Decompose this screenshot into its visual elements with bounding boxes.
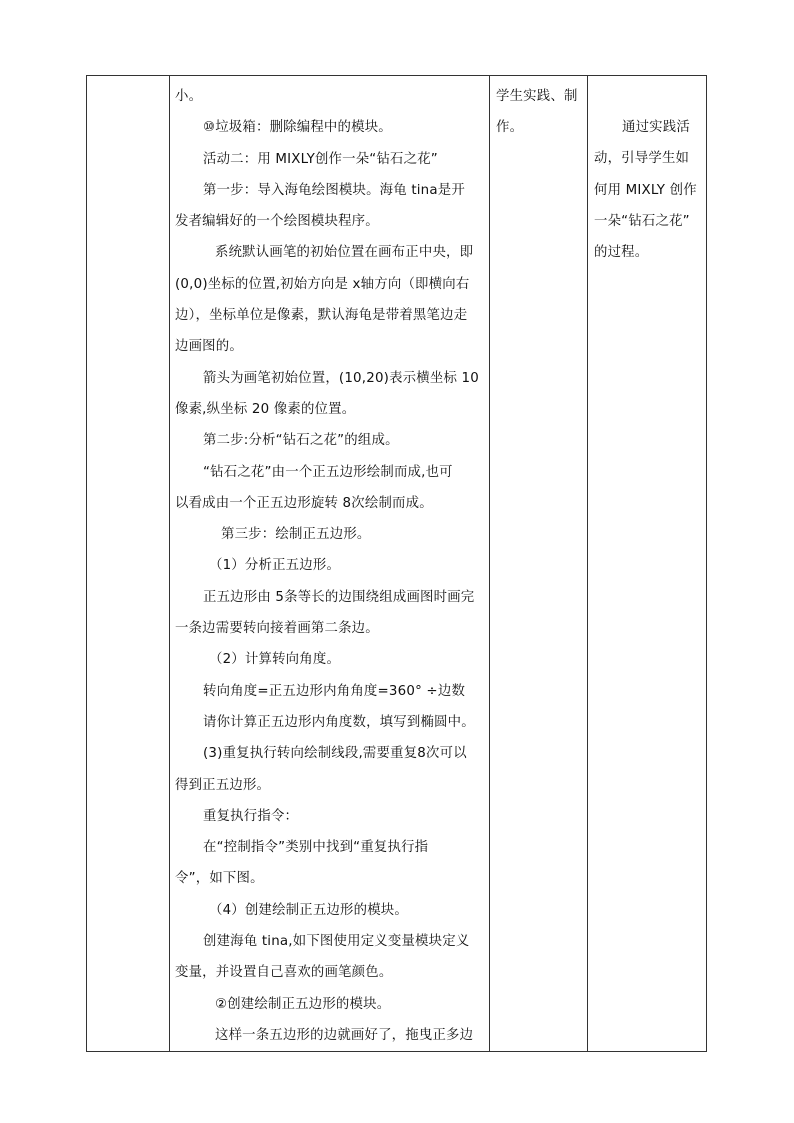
- content-line: (0,0)坐标的位置,初始方向是 x轴方向（即横向右: [175, 276, 470, 292]
- intent-line: 的过程。: [594, 245, 649, 261]
- content-line: 边），坐标单位是像素，默认海龟是带着黑笔边走: [175, 308, 468, 324]
- content-line: 得到正五边形。: [175, 777, 271, 793]
- intent-line: 动，引导学生如: [594, 151, 690, 167]
- design-intent-cell: [588, 76, 707, 1052]
- content-line: 第三步：绘制正五边形。: [221, 527, 371, 543]
- content-line: 正五边形由 5条等长的边围绕组成画图时画完: [203, 589, 475, 605]
- content-line: 边画图的。: [175, 339, 243, 355]
- content-line: 系统默认画笔的初始位置在画布正中央，即: [215, 245, 474, 261]
- content-line: （1）分析正五边形。: [209, 558, 341, 574]
- content-line: 第二步:分析“钻石之花”的组成。: [203, 433, 399, 449]
- content-line: 第一步：导入海龟绘图模块。海龟 tina是开: [203, 182, 465, 198]
- content-line: “钻石之花”由一个正五边形绘制而成,也可: [203, 464, 453, 480]
- student-activity-cell: [490, 76, 588, 1052]
- content-line: 令”，如下图。: [175, 871, 264, 887]
- content-line: 发者编辑好的一个绘图模块程序。: [175, 214, 379, 230]
- content-line: 在“控制指令”类别中找到“重复执行指: [203, 840, 429, 856]
- table-row: [87, 76, 707, 1052]
- content-line: 这样一条五边形的边就画好了，拖曳正多边: [215, 1027, 474, 1043]
- content-line: 创建海龟 tina,如下图使用定义变量模块定义: [203, 934, 470, 950]
- intent-line: 何用 MIXLY 创作: [594, 182, 697, 198]
- content-line: 变量，并设置自己喜欢的画笔颜色。: [175, 965, 393, 981]
- content-line: 请你计算正五边形内角度数，填写到椭圆中。: [203, 714, 475, 730]
- content-line: 以看成由一个正五边形旋转 8次绘制而成。: [175, 495, 433, 511]
- intent-line: 一朵“钻石之花”: [594, 213, 690, 229]
- content-line: （2）计算转向角度。: [209, 652, 341, 668]
- stage-column-cell: [87, 76, 170, 1052]
- content-line: ②创建绘制正五边形的模块。: [215, 996, 391, 1012]
- content-line: 转向角度=正五边形内角角度=360° ÷边数: [203, 683, 466, 699]
- teaching-content-cell: [170, 76, 490, 1052]
- content-line: （4）创建绘制正五边形的模块。: [209, 902, 408, 918]
- content-line: 重复执行指令：: [203, 808, 299, 824]
- content-line: ⑩垃圾箱：删除编程中的模块。: [203, 120, 392, 136]
- activity-line: 学生实践、制: [496, 89, 578, 104]
- lesson-plan-table: [86, 75, 707, 1052]
- intent-line: 通过实践活: [622, 120, 690, 135]
- content-line: (3)重复执行转向绘制线段,需要重复8次可以: [203, 746, 467, 762]
- activity-line: 作。: [496, 120, 524, 136]
- content-line: 一条边需要转向接着画第二条边。: [175, 621, 379, 637]
- content-line: 活动二：用 MIXLY创作一朵“钻石之花”: [203, 151, 438, 167]
- content-line: 像素,纵坐标 20 像素的位置。: [175, 401, 356, 417]
- content-line: 箭头为画笔初始位置，(10,20)表示横坐标 10: [203, 370, 479, 386]
- content-line: 小。: [175, 89, 203, 104]
